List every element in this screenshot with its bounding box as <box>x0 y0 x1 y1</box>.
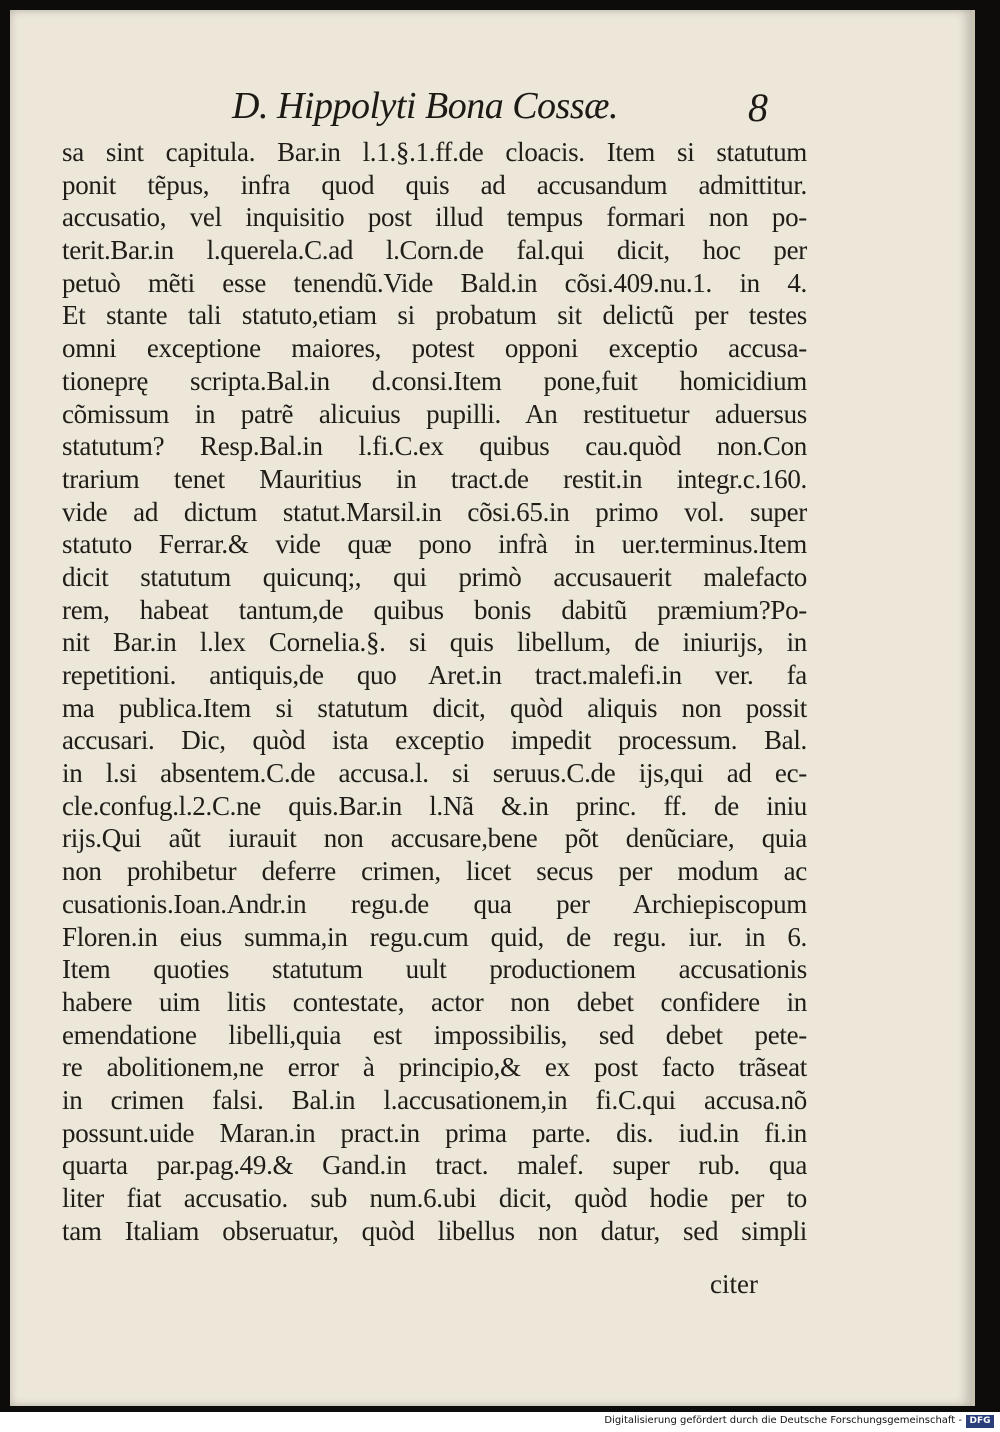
text-line: cõmissum in patrẽ alicuius pupilli. An restituetur aduersus <box>62 398 807 429</box>
text-line: liter fiat accusatio. sub num.6.ubi dicit, quòd hodie per to <box>62 1183 807 1213</box>
text-line: dicit statutum quicunq;, qui primò accusauerit malefacto <box>62 561 807 592</box>
text-line: omni exceptione maiores, potest opponi exceptio accusa- <box>62 333 807 364</box>
dfg-logo: DFG <box>966 1415 994 1428</box>
text-line: re abolitionem,ne error à principio,& ex post facto trãseat <box>62 1052 807 1083</box>
text-line: accusatio, vel inquisitio post illud tempus formari non po- <box>62 202 807 233</box>
text-line: rijs.Qui aũt iurauit non accusare,bene põt denũciare, quia <box>62 823 807 854</box>
body-text <box>62 136 807 1247</box>
funding-credit: Digitalisierung gefördert durch die Deutsche Forschungsgemeinschaft - <box>604 1415 962 1426</box>
text-line: trarium tenet Mauritius in tract.de restit.in integr.c.160. <box>62 463 807 494</box>
running-title: D. Hippolyti Bona Cossæ. <box>232 85 618 127</box>
text-line: ma publica.Item si statutum dicit, quòd aliquis non possit <box>62 692 807 723</box>
text-line: non prohibetur deferre crimen, licet secus per modum ac <box>62 856 807 887</box>
text-line: Item quoties statutum uult productionem accusationis <box>62 954 807 985</box>
text-line: petuò mẽti esse tenendũ.Vide Bald.in cõsi.409.nu.1. in 4. <box>62 267 807 298</box>
page-header <box>10 84 972 136</box>
text-line: emendatione libelli,quia est impossibilis, sed debet pete- <box>62 1019 807 1050</box>
text-line: vide ad dictum statut.Marsil.in cõsi.65.in primo vol. super <box>62 496 807 527</box>
text-line: accusari. Dic, quòd ista exceptio impedit processum. Bal. <box>62 725 807 756</box>
text-line: ponit tẽpus, infra quod quis ad accusandum admittitur. <box>62 169 807 200</box>
catchword: citer <box>710 1269 758 1299</box>
text-line: in l.si absentem.C.de accusa.l. si seruus.C.de ijs,qui ad ec- <box>62 758 807 789</box>
text-line: statutum? Resp.Bal.in l.fi.C.ex quibus cau.quòd non.Con <box>62 431 807 462</box>
text-line: repetitioni. antiquis,de quo Aret.in tract.malefi.in ver. fa <box>62 660 807 690</box>
book-page <box>10 10 975 1406</box>
text-line: quarta par.pag.49.& Gand.in tract. malef. super rub. qua <box>62 1150 807 1181</box>
text-line: nit Bar.in l.lex Cornelia.§. si quis libellum, de iniurijs, in <box>62 627 807 658</box>
text-line: habere uim litis contestate, actor non debet confidere in <box>62 986 807 1017</box>
text-line: statuto Ferrar.& vide quæ pono infrà in uer.terminus.Item <box>62 529 807 560</box>
text-line: in crimen falsi. Bal.in l.accusationem,in fi.C.qui accusa.nõ <box>62 1084 807 1115</box>
digitization-footer <box>0 1412 1000 1432</box>
text-line: rem, habeat tantum,de quibus bonis dabitũ præmium?Po- <box>62 594 807 625</box>
text-line: possunt.uide Maran.in pract.in prima parte. dis. iud.in fi.in <box>62 1117 807 1148</box>
text-line: cusationis.Ioan.Andr.in regu.de qua per Archiepiscopum <box>62 888 807 919</box>
text-line: Floren.in eius summa,in regu.cum quid, de regu. iur. in 6. <box>62 921 807 952</box>
page-number: 8 <box>748 85 768 130</box>
text-line: sa sint capitula. Bar.in l.1.§.1.ff.de cloacis. Item si statutum <box>62 137 807 167</box>
text-line: tioneprę scripta.Bal.in d.consi.Item pone,fuit homicidium <box>62 365 807 396</box>
text-line: terit.Bar.in l.querela.C.ad l.Corn.de fal.qui dicit, hoc per <box>62 235 807 266</box>
text-line: tam Italiam obseruatur, quòd libellus non datur, sed simpli <box>62 1215 807 1246</box>
text-line: Et stante tali statuto,etiam si probatum sit delictũ per testes <box>62 300 807 331</box>
text-line: cle.confug.l.2.C.ne quis.Bar.in l.Nã &.in princ. ff. de iniu <box>62 790 807 821</box>
